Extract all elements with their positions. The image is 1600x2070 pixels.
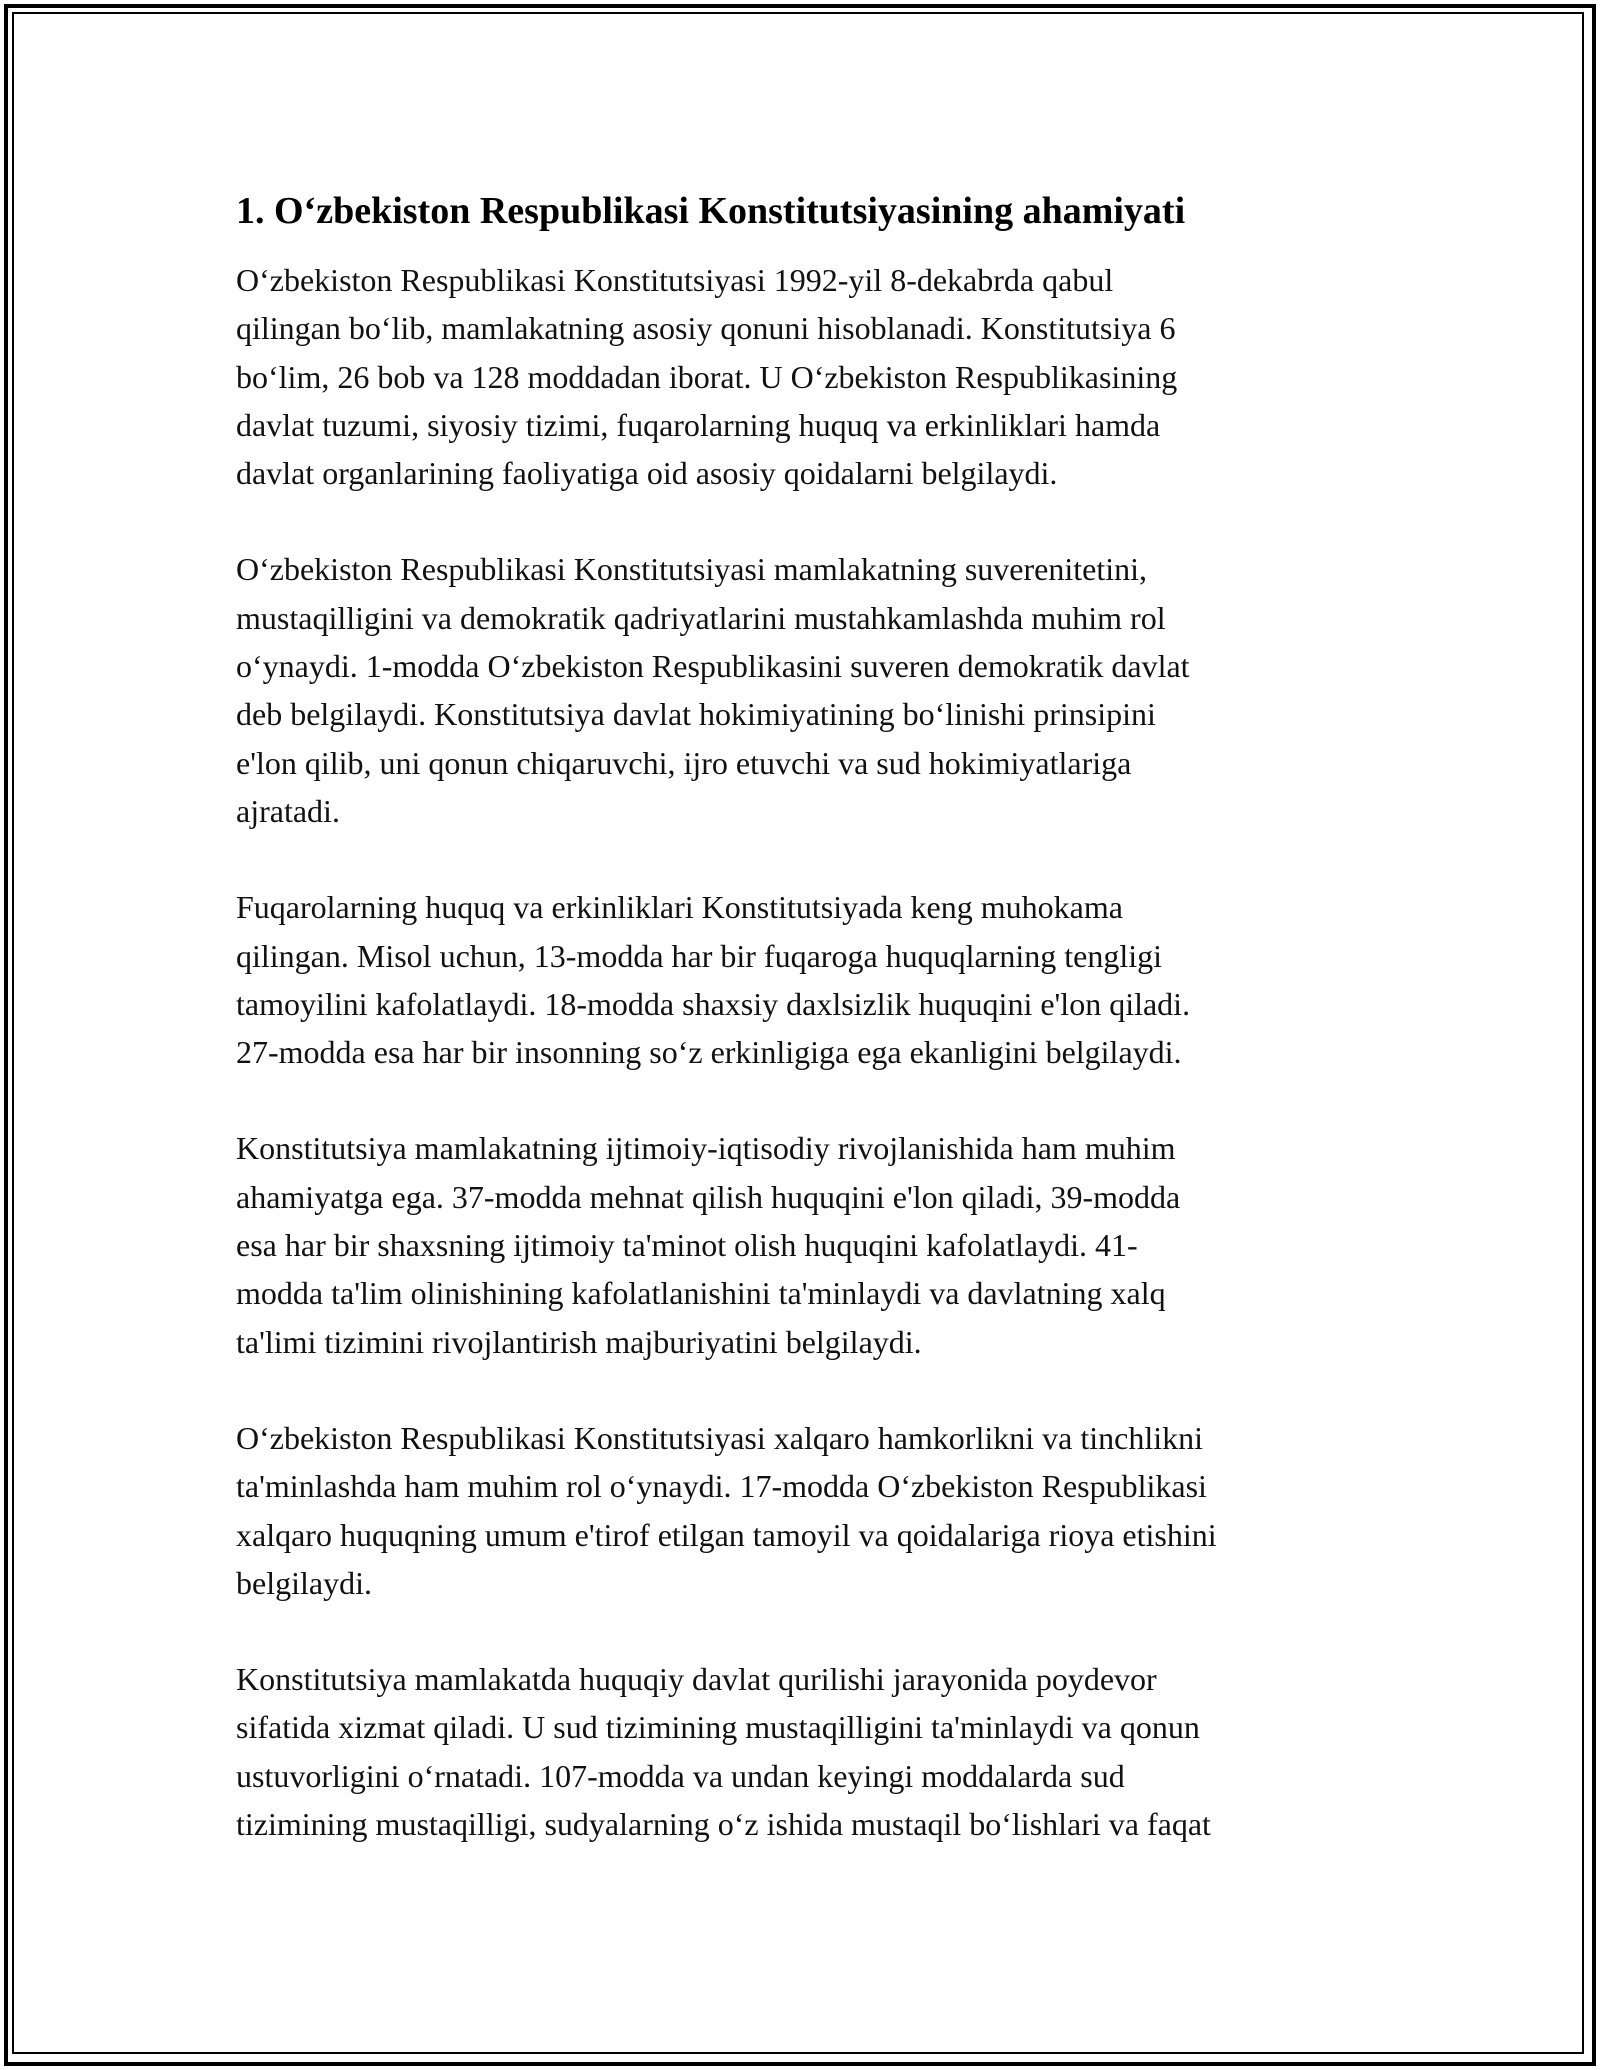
- document-heading: 1. O‘zbekiston Respublikasi Konstitutsiyasining ahamiyati: [236, 190, 1186, 232]
- paragraph-line: mustaqilligini va demokratik qadriyatlarini mustahkamlashda muhim rol: [236, 599, 1166, 636]
- paragraph-line: Fuqarolarning huquq va erkinliklari Konstitutsiyada keng muhokama: [236, 889, 1123, 926]
- paragraph-line: davlat organlarining faoliyatiga oid asosiy qoidalarni belgilaydi.: [236, 455, 1058, 492]
- paragraph-line: qilingan. Misol uchun, 13-modda har bir fuqaroga huquqlarning tengligi: [236, 937, 1163, 974]
- paragraph-2: [236, 545, 1366, 835]
- paragraph-line: bo‘lim, 26 bob va 128 moddadan iborat. U O‘zbekiston Respublikasining: [236, 358, 1178, 395]
- paragraph-4: [236, 1124, 1366, 1365]
- paragraph-line: O‘zbekiston Respublikasi Konstitutsiyasi 1992-yil 8-dekabrda qabul: [236, 262, 1114, 298]
- paragraph-line: o‘ynaydi. 1-modda O‘zbekiston Respublikasini suveren demokratik davlat: [236, 648, 1190, 685]
- paragraph-6: [236, 1655, 1366, 1848]
- paragraph-line: davlat tuzumi, siyosiy tizimi, fuqarolarning huquq va erkinliklari hamda: [236, 406, 1161, 443]
- paragraph-line: ajratadi.: [236, 792, 340, 829]
- paragraph-line: ta'minlashda ham muhim rol o‘ynaydi. 17-modda O‘zbekiston Respublikasi: [236, 1468, 1207, 1505]
- paragraph-line: 27-modda esa har bir insonning so‘z erkinligiga ega ekanligini belgilaydi.: [236, 1034, 1182, 1071]
- paragraph-line: ahamiyatga ega. 37-modda mehnat qilish huquqini e'lon qiladi, 39-modda: [236, 1178, 1181, 1215]
- paragraph-line: O‘zbekiston Respublikasi Konstitutsiyasi mamlakatning suverenitetini,: [236, 551, 1147, 588]
- paragraph-line: tamoyilini kafolatlaydi. 18-modda shaxsiy daxlsizlik huquqini e'lon qiladi.: [236, 985, 1191, 1022]
- document-body: [236, 186, 1366, 1896]
- paragraph-line: esa har bir shaxsning ijtimoiy ta'minot olish huquqini kafolatlaydi. 41-: [236, 1227, 1138, 1264]
- paragraph-line: Konstitutsiya mamlakatning ijtimoiy-iqtisodiy rivojlanishida ham muhim: [236, 1130, 1176, 1167]
- paragraph-5: [236, 1414, 1366, 1607]
- paragraph-3: [236, 883, 1366, 1076]
- paragraph-line: ustuvorligini o‘rnatadi. 107-modda va undan keyingi moddalarda sud: [236, 1757, 1125, 1794]
- paragraph-line: tizimining mustaqilligi, sudyalarning o‘z ishida mustaqil bo‘lishlari va faqat: [236, 1806, 1211, 1843]
- paragraph-line: sifatida xizmat qiladi. U sud tizimining mustaqilligini ta'minlaydi va qonun: [236, 1709, 1200, 1746]
- paragraph-1: [236, 256, 1366, 497]
- paragraph-line: Konstitutsiya mamlakatda huquqiy davlat qurilishi jarayonida poydevor: [236, 1661, 1157, 1698]
- paragraph-line: e'lon qilib, uni qonun chiqaruvchi, ijro etuvchi va sud hokimiyatlariga: [236, 744, 1132, 781]
- paragraph-line: xalqaro huquqning umum e'tirof etilgan tamoyil va qoidalariga rioya etishini: [236, 1516, 1217, 1553]
- paragraph-line: deb belgilaydi. Konstitutsiya davlat hokimiyatining bo‘linishi prinsipini: [236, 696, 1156, 733]
- paragraph-line: qilingan bo‘lib, mamlakatning asosiy qonuni hisoblanadi. Konstitutsiya 6: [236, 310, 1176, 347]
- paragraph-line: ta'limi tizimini rivojlantirish majburiyatini belgilaydi.: [236, 1323, 922, 1360]
- paragraph-line: belgilaydi.: [236, 1564, 372, 1601]
- paragraph-line: O‘zbekiston Respublikasi Konstitutsiyasi xalqaro hamkorlikni va tinchlikni: [236, 1419, 1203, 1456]
- paragraph-line: modda ta'lim olinishining kafolatlanishini ta'minlaydi va davlatning xalq: [236, 1275, 1166, 1312]
